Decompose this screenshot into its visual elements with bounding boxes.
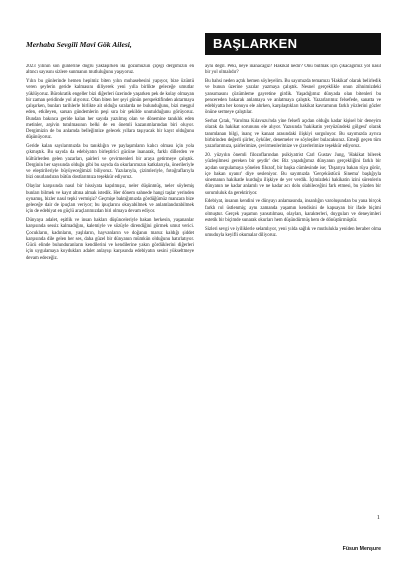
paragraph: Yılın bu günlerinde hemen hepimiz biten yılın muhasebesini yapıyor, bize üzüntü veren şeylerin geride kalmasını diliyerek yeni yılla birlikte geleceğe umutlar yüklüyoruz. Bürokratik engeller bizi diğerleri üzerinde yaşarken pek de kolay olmayan bir zaman şeridinde yol alıyoruz. Olan biten her şeyi günün perspektifinden aktarmaya çalışırken, bunları tarihlerle birlikte ait olduğu sıralarda ne bulunduğunu, bizi meşgul eden, etkileyen, sarsan gündemlerin peşi sıra bir şekilde unutulduğunu görüyoruz. Bundan bakınca geride kalan her sayıda yazılmış olan ve dönemine tanıklık eden metinler, arşivin tutulmasının belki de en önemli kazanımlarından biri oluyor. Dergimizin de bu anlamda belleğimize gelecek yıllara taşıyacak bir kayıt olduğunu düşünüyoruz. xyxy=(26,79,194,141)
section-label: BAŞLARKEN xyxy=(205,33,381,55)
author-signature: Füsun Menşure xyxy=(342,546,381,552)
page-number: 1 xyxy=(376,514,380,521)
left-column xyxy=(26,64,194,554)
paragraph: Olaylar karşısında nasıl bir hissiyata kapılmışız, neler düşünmüş, neler söylemiş bunları bilmek ve kayıt altına almak istedik. Her dönem sahnede hangi taşlar yerinden oynamış, bizler nasıl tepki vermişiz? Geçmişe baktığımızda gördüğümüz manzara bize geleceğe dair de ipuçları veriyor; bu ipuçlarını okuyabilmek ve anlamlandırabilmek için de edebiyat en güçlü araçlarımızdan biri olmaya devam ediyor. xyxy=(26,184,194,215)
paragraph: Geride kalan sayılarımızda bu tanıklığın ve paylaşımların kalıcı olması için yola çıkmıştık. Bu sayıda da edebiyatın birleştirici gücüne inanarak, farklı dillerden ve kültürlerden gelen yazarları, şairleri ve çevirmenleri bir araya getirmeye çalıştık. Derginin her sayısında olduğu gibi bu sayıda da okurlarımızın katkılarıyla, önerileriyle ve eleştirileriyle büyüyeceğimizi biliyoruz. Yazılarıyla, çizimleriyle, fotoğraflarıyla bizi onurlandıran bütün dostlarımıza teşekkür ediyoruz. xyxy=(26,144,194,181)
paragraph: 2023 yılının son günlerine doğru yaklaşırken iki gözümüzün çiçeği dergimizin en altıncı sayısını sizlere sunmanın mutluluğunu yaşıyoruz. xyxy=(26,64,194,76)
paragraph: Serhat Çıtak, 'Varolma Kılavuzu'nda yine felsefi açıdan olduğu kadar kişisel bir deneyim olarak da hakikat sorununu ele alıyor. Yazısında 'hakikatin yeryüzündeki gölgesi' olarak tanımlanan bilgi, inanç ve kanaat arasındaki ilişkiyi sorguluyor. Bu sayımızda ayrıca birbirinden değerli şiirler, öyküler, denemeler ve söyleşiler bulacaksınız. Emeği geçen tüm yazarlarımıza, şairlerimize, çevirmenlerimize ve çizerlerimize teşekkür ediyoruz. xyxy=(205,119,381,150)
right-column xyxy=(205,64,381,542)
paragraph: Sizleri sevgi ve iyiliklerle selamlıyor, yeni yılda sağlık ve mutlulukla yeniden beraber olma umuduyla keyifli okumalar diliyoruz. xyxy=(205,226,381,239)
paragraph: Dünyaya adalet, eşitlik ve insan hakları düşünceleriyle bakan herkesin, yaşananlar karşısında sessiz kalmadığını, kalemiyle ve sözüyle direndiğini görmek umut verici. Çocukların, kadınların, yaşlıların, hayvanların ve doğanın maruz kaldığı şiddet karşısında dile gelen her ses, daha güzel bir dünyanın mümkün olduğunu hatırlatıyor. Gücü elinde bulunduranların kendilerini ve kendilerine yakın gördüklerini diğerleri için uygulamaya koydukları adalet anlayışı karşısında edebiyatın sesini yükseltmeye devam edeceğiz. xyxy=(26,218,194,261)
paragraph: Edebiyat, insanın kendini ve dünyayı anlamasında, insanlığın varoluşundan bu yana birçok farklı rol üstlenmiş; aynı zamanda yaşamın kendisini de kapsayan bir ifade biçimi olmuştur. Gerçek yaşamın yansıtılması, olayları, karakterleri, duyguları ve deneyimleri estetik bir biçimde sunarak okurları hem düşündürmüş hem de dönüştürmüştür. xyxy=(205,199,381,224)
paragraph: 20. yüzyılın önemli filozoflarından psikiyatrist Carl Gustav Jung, 'Hakikat bilerek yüzleşilmesi gereken bir şeydir' der. Biz yaşadığımız dünyanın gerçekliğini farklı bir açıdan sorgulamaya yönelen filozof, bir başka cümlesinde ise; 'Dışarıya bakan rüya görür, içe bakan uyanır' diye sesleniyor. Bu sayımızda 'Gerçeküstücü Sinema' başlığıyla sinemanın hakikatle kurduğu ilişkiye de yer verdik. İçimizdeki hakikatin izini sürenlerin dünyanın ne kadar anlamlı ve ne kadar acı dolu olabileceğini fark etmesi, bu yüzden bir sorumluluk da gerektiriyor. xyxy=(205,153,381,196)
greeting-heading: Merhaba Sevgili Mavi Gök Ailesi, xyxy=(26,40,132,49)
paragraph: aynı değil. Peki, neye inanacağız? Hakikat nedir? Onu bulmak için çıkacağımız yol nasıl bir yol olmalıdır? xyxy=(205,64,381,76)
paragraph: Bu bahsi neden açtık hemen söyleyelim. Bu sayımızda temamızı 'Hakikat' olarak belirledik ve bunun üzerine yazılar yazmaya çalıştık. Nesnel gerçeklikle onun zihnimizdeki yansımasını çözümleme gayretine girdik. Yaşadığımız dünyada olan bitenleri bu pencereden bakarak anlamaya ve anlatmaya çalıştık. Yazarlarımız felsefede, sanatta ve edebiyatta her konuyu ele alırken, karşılaştıkları hakikat kavramının farklı yüzlerini gözler önüne sermeye çalıştılar. xyxy=(205,79,381,116)
